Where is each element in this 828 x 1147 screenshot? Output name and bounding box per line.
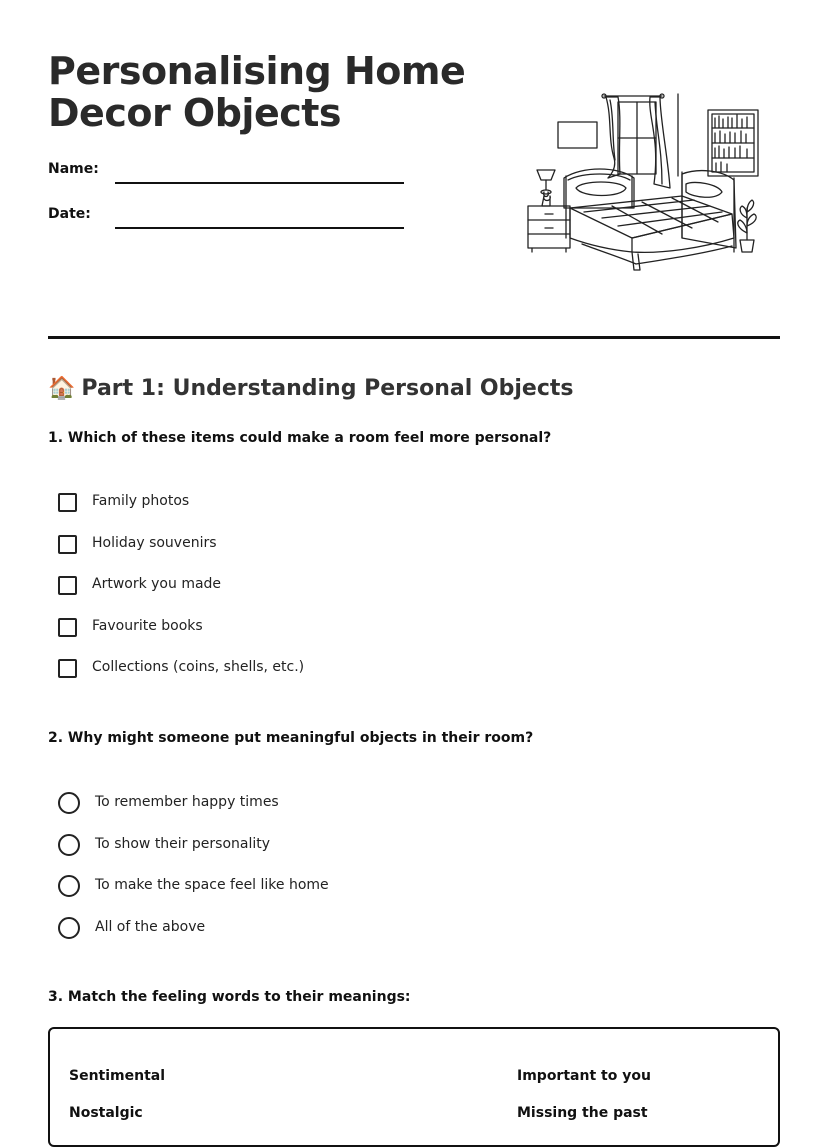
q1-checkbox[interactable] [58, 576, 77, 595]
q1-option-label: Artwork you made [92, 576, 222, 592]
date-label: Date: [48, 206, 91, 222]
match-word[interactable]: Nostalgic [69, 1105, 143, 1121]
page-title [48, 50, 478, 134]
match-word[interactable]: Sentimental [69, 1068, 166, 1084]
date-write-line[interactable] [115, 227, 404, 229]
q2-option [58, 835, 558, 877]
question-1-options [58, 492, 558, 700]
q2-option [58, 793, 558, 835]
q2-option-label: To make the space feel like home [95, 877, 329, 893]
q1-option-label: Family photos [92, 493, 190, 509]
section-divider [48, 336, 780, 339]
q2-option-label: All of the above [95, 918, 206, 935]
part1-heading [48, 374, 573, 404]
q1-option [58, 492, 558, 534]
name-field [48, 160, 408, 190]
q2-radio[interactable] [58, 917, 80, 939]
q2-radio[interactable] [58, 792, 80, 814]
q1-option [58, 617, 558, 659]
q1-option [58, 534, 558, 576]
q2-option-label: To show their personality [95, 835, 271, 852]
title-line-2: Decor Objects [48, 91, 342, 135]
name-write-line[interactable] [115, 182, 404, 184]
title-line-1: Personalising Home [48, 49, 466, 93]
q1-option-label: Favourite books [92, 617, 203, 634]
match-meaning[interactable]: Missing the past [517, 1105, 648, 1121]
q1-checkbox[interactable] [58, 535, 77, 554]
q2-radio[interactable] [58, 875, 80, 897]
q2-option-label: To remember happy times [95, 794, 279, 810]
question-3: 3. Match the feeling words to their meanings: [48, 989, 411, 1005]
q1-option [58, 658, 558, 700]
house-icon: 🏠 [48, 376, 76, 401]
q1-checkbox[interactable] [58, 493, 77, 512]
q1-option [58, 575, 558, 617]
q1-option-label: Collections (coins, shells, etc.) [92, 659, 305, 675]
q1-option-label: Holiday souvenirs [92, 534, 217, 551]
q2-radio[interactable] [58, 834, 80, 856]
bedroom-illustration-icon [522, 88, 762, 278]
q2-option [58, 876, 558, 918]
name-label: Name: [48, 161, 99, 177]
q2-option [58, 918, 558, 960]
matching-box [48, 1027, 780, 1147]
part1-title: Part 1: Understanding Personal Objects [81, 376, 574, 401]
question-2: 2. Why might someone put meaningful objects in their room? [48, 730, 534, 746]
match-meaning[interactable]: Important to you [517, 1068, 651, 1084]
question-1: 1. Which of these items could make a room feel more personal? [48, 430, 552, 446]
date-field [48, 205, 408, 235]
q1-checkbox[interactable] [58, 618, 77, 637]
question-2-options [58, 793, 558, 959]
q1-checkbox[interactable] [58, 659, 77, 678]
